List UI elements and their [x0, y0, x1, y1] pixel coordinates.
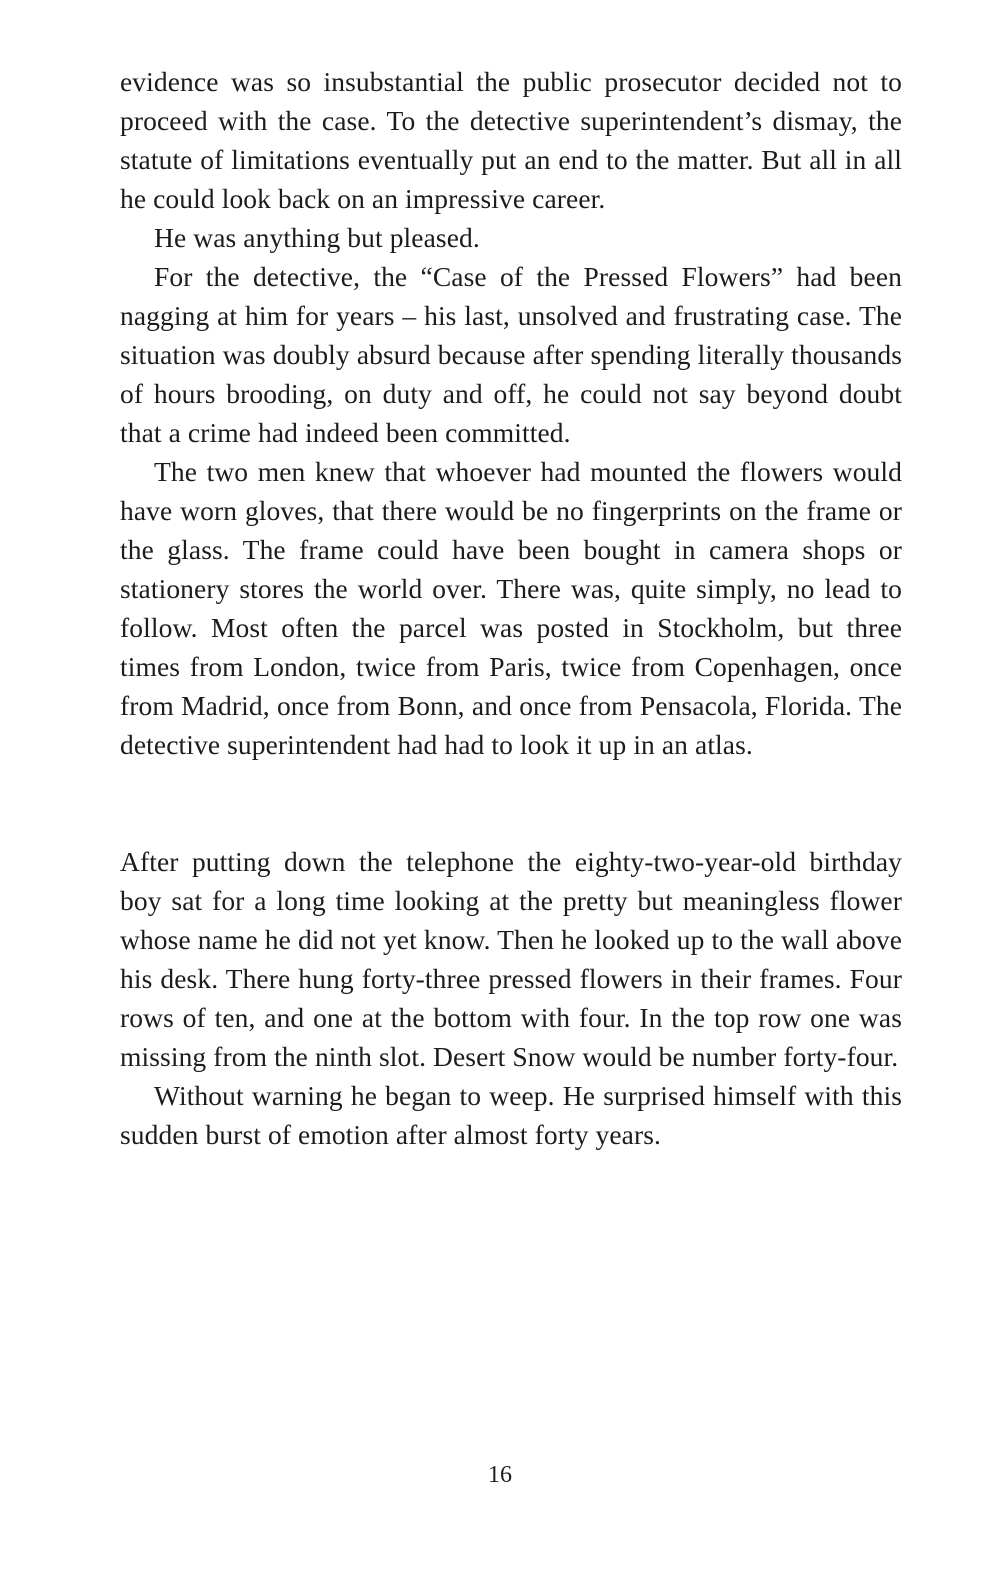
paragraph-pressed-flowers-case: For the detective, the “Case of the Pressed Flowers” had been nagging at him for years – his last, unsolved and frustrating case. The situation was doubly absurd because after spending literally thousands of hours brooding, on duty and off, he could not say beyond doubt that a crime had indeed been committed. [120, 261, 902, 448]
paragraph-not-pleased: He was anything but pleased. [154, 222, 480, 253]
paragraph-continuation: evidence was so insubstantial the public prosecutor decided not to proceed with the case. To the detective superintendent’s dismay, the statute of limitations eventually put an end to the matter. But all in all he could look back on an impressive career. [120, 66, 902, 214]
page-number: 16 [488, 1462, 512, 1488]
book-page-text [120, 62, 902, 1154]
section-break [120, 764, 902, 842]
paragraph-weep: Without warning he began to weep. He surprised himself with this sudden burst of emotion after almost forty years. [120, 1080, 902, 1150]
paragraph-birthday-boy: After putting down the telephone the eighty-two-year-old birthday boy sat for a long time looking at the pretty but meaningless flower whose name he did not yet know. Then he looked up to the wall above his desk. There hung forty-three pressed flowers in their frames. Four rows of ten, and one at the bottom with four. In the top row one was missing from the ninth slot. Desert Snow would be number forty-four. [120, 846, 902, 1072]
paragraph-no-lead: The two men knew that whoever had mounted the flowers would have worn gloves, that there would be no fingerprints on the frame or the glass. The frame could have been bought in camera shops or stationery stores the world over. There was, quite simply, no lead to follow. Most often the parcel was posted in Stockholm, but three times from London, twice from Paris, twice from Copenhagen, once from Madrid, once from Bonn, and once from Pensacola, Florida. The detective superintendent had had to look it up in an atlas. [120, 456, 902, 760]
